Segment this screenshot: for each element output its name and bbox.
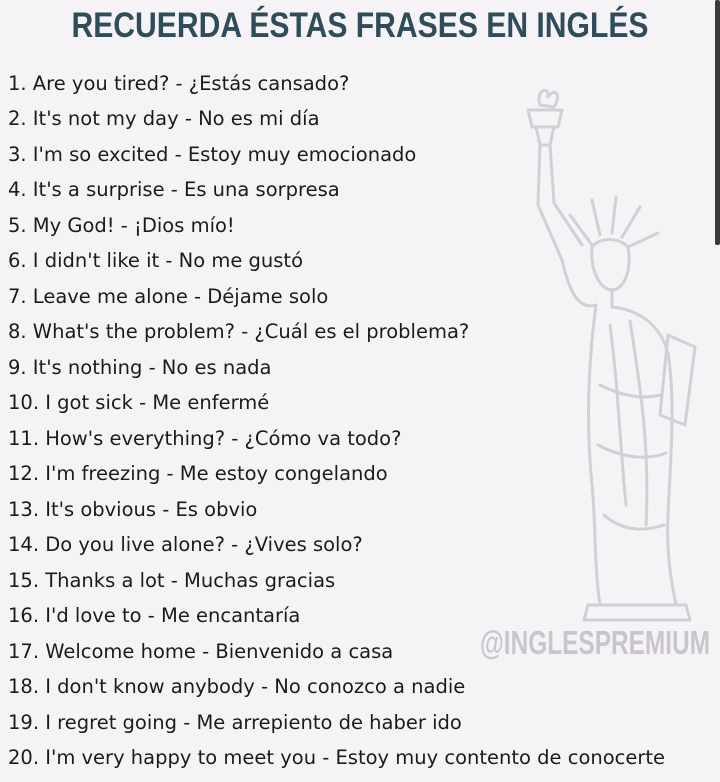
page-title: RECUERDA ÉSTAS FRASES EN INGLÉS (71, 6, 649, 45)
list-item: 1. Are you tired? - ¿Estás cansado? (8, 72, 350, 95)
list-item: 4. It's a surprise - Es una sorpresa (8, 178, 340, 201)
list-item: 16. I'd love to - Me encantaría (8, 604, 301, 627)
list-item: 2. It's not my day - No es mi día (8, 107, 320, 130)
scrollbar[interactable] (715, 0, 720, 245)
list-item: 5. My God! - ¡Dios mío! (8, 214, 235, 237)
list-item: 19. I regret going - Me arrepiento de haber ido (8, 711, 462, 734)
list-item: 3. I'm so excited - Estoy muy emocionado (8, 143, 417, 166)
watermark-handle: @INGLESPREMIUM (480, 624, 711, 661)
list-item: 9. It's nothing - No es nada (8, 356, 272, 379)
list-item: 11. How's everything? - ¿Cómo va todo? (8, 427, 402, 450)
list-item: 14. Do you live alone? - ¿Vives solo? (8, 533, 363, 556)
list-item: 15. Thanks a lot - Muchas gracias (8, 569, 336, 592)
list-item: 6. I didn't like it - No me gustó (8, 249, 303, 272)
list-item: 7. Leave me alone - Déjame solo (8, 285, 329, 308)
list-item: 18. I don't know anybody - No conozco a nadie (8, 675, 466, 698)
list-item: 12. I'm freezing - Me estoy congelando (8, 462, 388, 485)
list-item: 13. It's obvious - Es obvio (8, 498, 258, 521)
statue-of-liberty-illustration (500, 85, 715, 625)
list-item: 17. Welcome home - Bienvenido a casa (8, 640, 394, 663)
list-item: 10. I got sick - Me enfermé (8, 391, 270, 414)
list-item: 8. What's the problem? - ¿Cuál es el problema? (8, 320, 470, 343)
list-item: 20. I'm very happy to meet you - Estoy muy contento de conocerte (8, 746, 666, 769)
